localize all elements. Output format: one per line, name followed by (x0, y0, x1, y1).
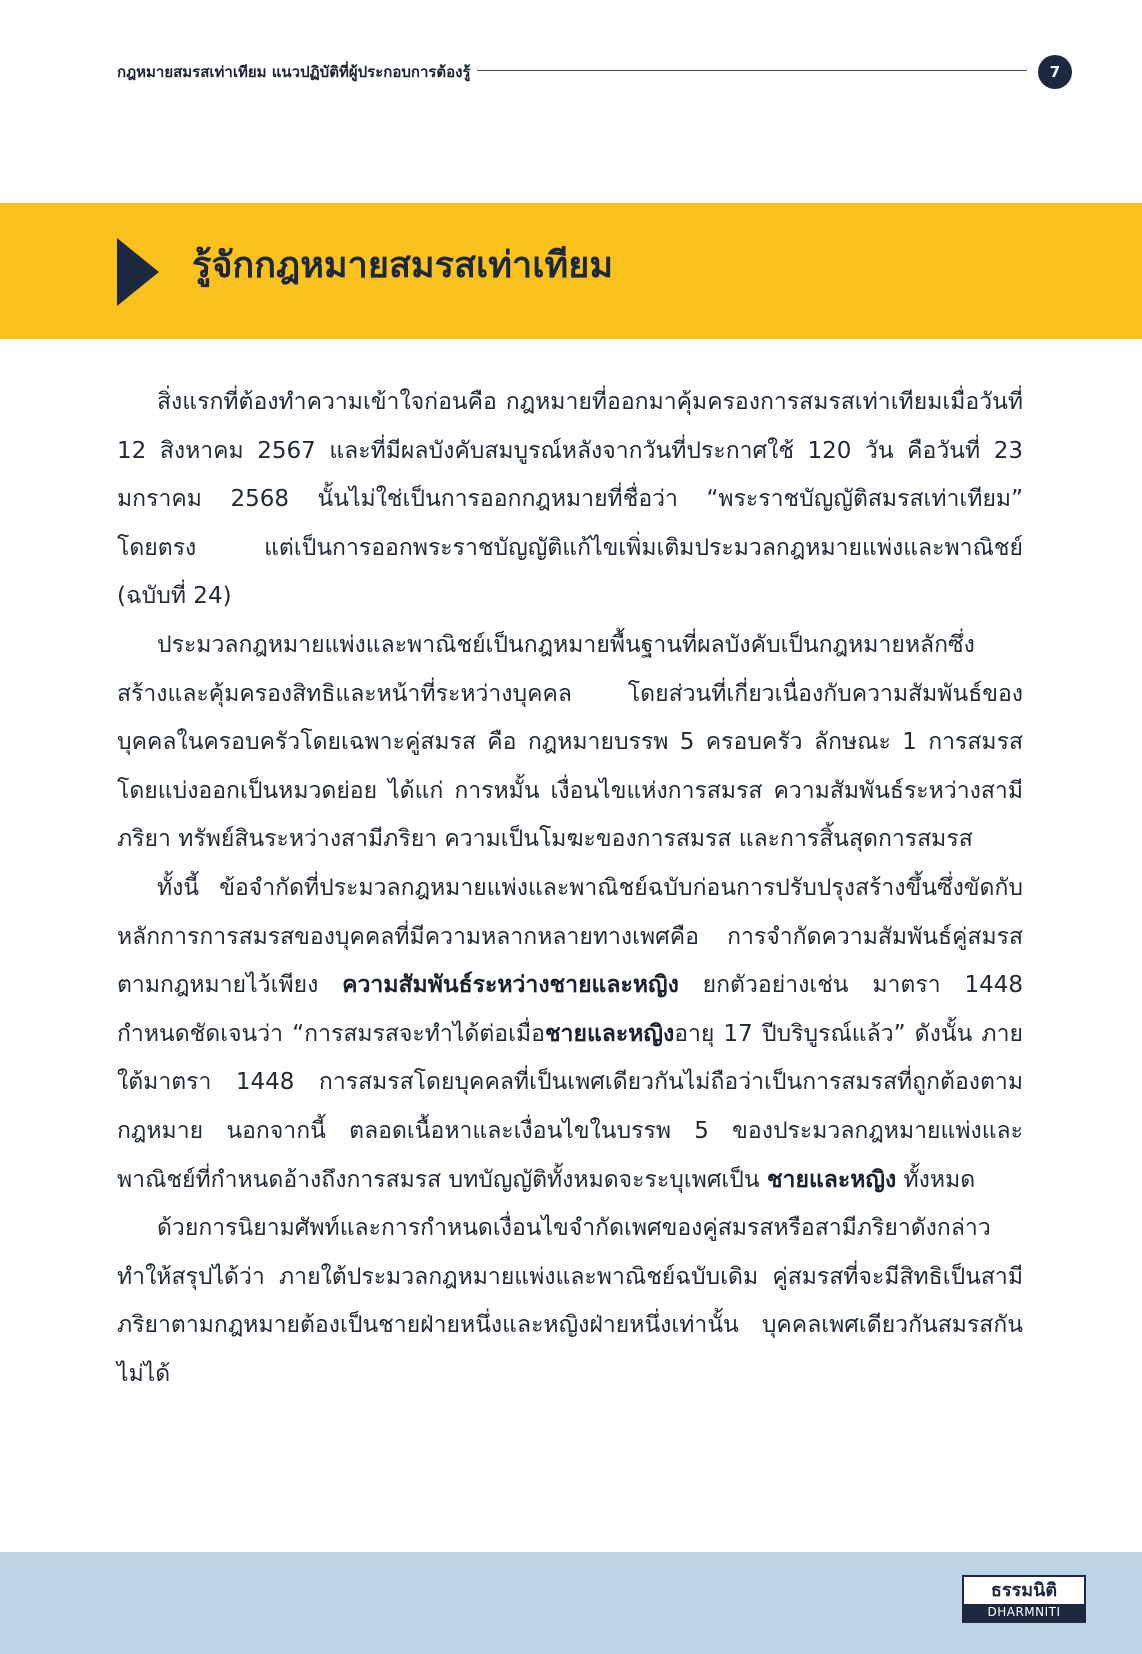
emphasis-man-woman-relationship: ความสัมพันธ์ระหว่างชายและหญิง (342, 972, 679, 999)
page-header (117, 55, 1072, 89)
header-title: กฎหมายสมรสเท่าเทียม แนวปฏิบัติที่ผู้ประกอบการต้องรู้ (117, 63, 471, 81)
emphasis-man-and-woman-2: ชายและหญิง (766, 1166, 897, 1193)
paragraph-2: ประมวลกฎหมายแพ่งและพาณิชย์เป็นกฎหมายพื้นฐานที่ผลบังคับเป็นกฎหมายหลักซึ่งสร้างและคุ้มครองสิทธิและหน้าที่ระหว่างบุคคล โดยส่วนที่เกี่ยวเนื่องกับความสัมพันธ์ของบุคคลในครอบครัวโดยเฉพาะคู่สมรส คือ กฎหมายบรรพ 5 ครอบครัว ลักษณะ 1 การสมรส โดยแบ่งออกเป็นหมวดย่อย ได้แก่ การหมั้น เงื่อนไขแห่งการสมรส ความสัมพันธ์ระหว่างสามีภริยา ทรัพย์สินระหว่างสามีภริยา ความเป็นโมฆะของการสมรส และการสิ้นสุดการสมรส (117, 631, 1023, 853)
paragraph-3-text-1: ทั้งนี้ ข้อจำกัดที่ประมวลกฎหมายแพ่งและพาณิชย์ฉบับก่อนการปรับปรุงสร้างขึ้นซึ่งขัดกับหลักการการสมรสของบุคคลที่มีความหลากหลายทางเพศคือ การจำกัดความสัมพันธ์คู่สมรสตามกฎหมายไว้เพียง (117, 874, 1023, 999)
paragraph-3-text-3: อายุ 17 ปีบริบูรณ์แล้ว” ดังนั้น ภายใต้มาตรา 1448 การสมรสโดยบุคคลที่เป็นเพศเดียวกันไม่ถือว่าเป็นการสมรสที่ถูกต้องตามกฎหมาย นอกจากนี้ ตลอดเนื้อหาและเงื่อนไขในบรรพ 5 ของประมวลกฎหมายแพ่งและพาณิชย์ที่กำหนดอ้างถึงการสมรส บทบัญญัติทั้งหมดจะระบุเพศเป็น (117, 1020, 1023, 1193)
header-divider (477, 70, 1027, 71)
footer-band (0, 1552, 1142, 1654)
page-number-badge: 7 (1038, 55, 1072, 89)
paragraph-1: สิ่งแรกที่ต้องทำความเข้าใจก่อนคือ กฎหมายที่ออกมาคุ้มครองการสมรสเท่าเทียมเมื่อวันที่ 12 สิงหาคม 2567 และที่มีผลบังคับสมบูรณ์หลังจากวันที่ประกาศใช้ 120 วัน คือวันที่ 23 มกราคม 2568 นั้นไม่ใช่เป็นการออกกฎหมายที่ชื่อว่า “พระราชบัญญัติสมรสเท่าเทียม” โดยตรง แต่เป็นการออกพระราชบัญญัติแก้ไขเพิ่มเติมประมวลกฎหมายแพ่งและพาณิชย์ (ฉบับที่ 24) (117, 389, 1023, 610)
section-title-band (0, 203, 1142, 339)
paragraph-3-text-2: ยกตัวอย่างเช่น มาตรา 1448 กำหนดชัดเจนว่า “การสมรสจะทำได้ต่อเมื่อ (117, 972, 1023, 1047)
emphasis-man-and-woman: ชายและหญิง (544, 1020, 675, 1047)
paragraph-3 (117, 864, 1023, 1204)
brand-name-english: DHARMNITI (964, 1604, 1084, 1621)
paragraph-3-text-4: ทั้งหมด (896, 1166, 976, 1193)
play-triangle-icon (117, 238, 159, 306)
dharmniti-logo (962, 1575, 1086, 1623)
article-body (117, 378, 1023, 1398)
paragraph-4: ด้วยการนิยามศัพท์และการกำหนดเงื่อนไขจำกัดเพศของคู่สมรสหรือสามีภริยาดังกล่าว ทำให้สรุปได้ว่า ภายใต้ประมวลกฎหมายแพ่งและพาณิชย์ฉบับเดิม คู่สมรสที่จะมีสิทธิเป็นสามีภริยาตามกฎหมายต้องเป็นชายฝ่ายหนึ่งและหญิงฝ่ายหนึ่งเท่านั้น บุคคลเพศเดียวกันสมรสกันไม่ได้ (117, 1215, 1023, 1387)
section-title: รู้จักกฎหมายสมรสเท่าเทียม (192, 245, 614, 286)
brand-name-thai: ธรรมนิติ (990, 1580, 1058, 1601)
